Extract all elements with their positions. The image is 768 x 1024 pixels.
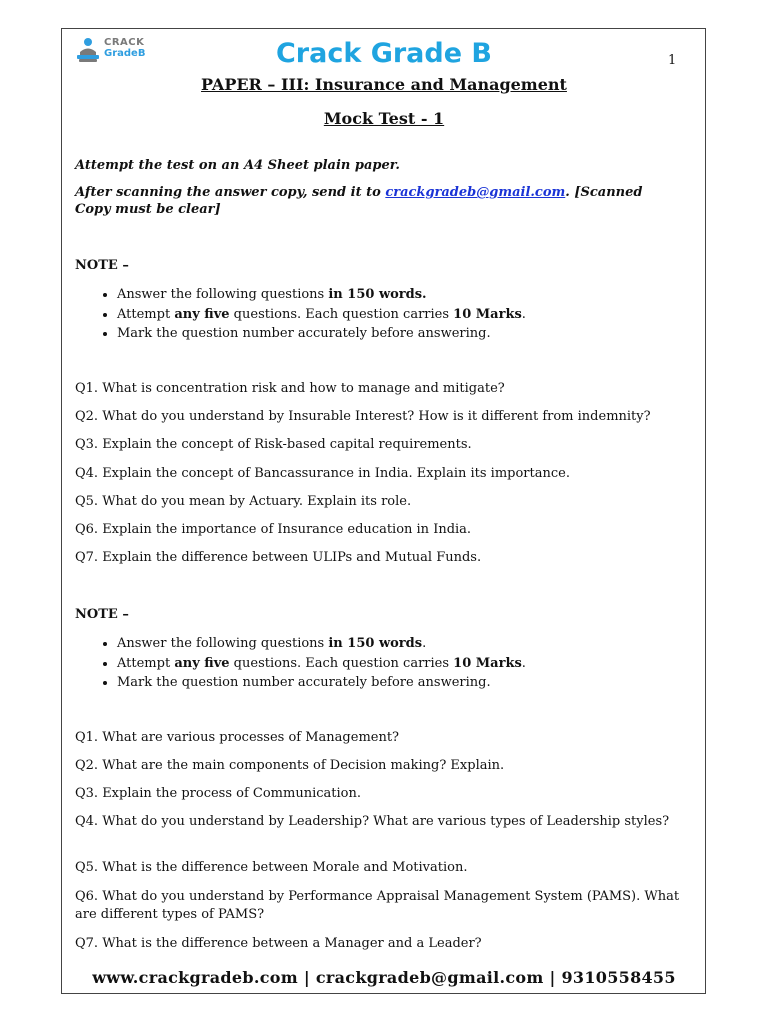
question-s1-q4: Q4. Explain the concept of Bancassurance in India. Explain its importance.	[75, 466, 570, 481]
mock-test-title	[0, 109, 768, 128]
brand-title: Crack Grade B	[275, 38, 493, 69]
note-bullets-1	[75, 285, 717, 344]
instruction-suffix: . [Scanned Copy must be clear]	[75, 185, 643, 217]
question-s1-q3: Q3. Explain the concept of Risk-based capital requirements.	[75, 437, 472, 452]
question-s1-q6: Q6. Explain the importance of Insurance education in India.	[75, 522, 472, 537]
question-s1-q5: Q5. What do you mean by Actuary. Explain its role.	[75, 494, 412, 509]
instruction-line-1: Attempt the test on an A4 Sheet plain paper.	[75, 158, 400, 173]
bullet-item: • Answer the following questions in 150 words.	[117, 634, 717, 654]
paper-title	[0, 75, 768, 94]
note-bullets-2	[75, 634, 717, 693]
bullet-item: • Attempt any five questions. Each question carries 10 Marks.	[117, 305, 717, 325]
question-s1-q2: Q2. What do you understand by Insurable Interest? How is it different from indemnity?	[75, 409, 651, 424]
logo-line2: GradeB	[104, 48, 146, 59]
bullet-item: • Answer the following questions in 150 words.	[117, 285, 717, 305]
bullet-item: • Mark the question number accurately before answering.	[117, 673, 717, 693]
question-s2-q2: Q2. What are the main components of Decision making? Explain.	[75, 758, 505, 773]
question-s2-q1: Q1. What are various processes of Management?	[75, 730, 400, 745]
question-s2-q6: Q6. What do you understand by Performance Appraisal Management System (PAMS). What are different types of PAMS?	[75, 889, 680, 922]
paper-title-text: PAPER – III: Insurance and Management	[201, 75, 567, 94]
logo-line1: CRACK	[104, 37, 145, 48]
instruction-prefix: After scanning the answer copy, send it to	[75, 185, 386, 200]
question-s2-q3: Q3. Explain the process of Communication.	[75, 786, 361, 801]
bullet-item: • Mark the question number accurately before answering.	[117, 324, 717, 344]
question-s2-q4: Q4. What do you understand by Leadership? What are various types of Leadership styles?	[75, 814, 670, 829]
mock-test-title-text: Mock Test - 1	[323, 109, 445, 128]
footer-rule	[61, 993, 706, 994]
question-s1-q7: Q7. Explain the difference between ULIPs and Mutual Funds.	[75, 550, 482, 565]
instruction-line-2	[75, 184, 675, 218]
question-s1-q1: Q1. What is concentration risk and how to manage and mitigate?	[75, 381, 505, 396]
email-link[interactable]: crackgradeb@gmail.com	[385, 185, 566, 200]
question-s2-q5: Q5. What is the difference between Morale and Motivation.	[75, 860, 468, 875]
page-number: 1	[668, 53, 677, 68]
footer-contact: www.crackgradeb.com | crackgradeb@gmail.com | 9310558455	[92, 968, 676, 987]
bullet-item: • Attempt any five questions. Each question carries 10 Marks.	[117, 654, 717, 674]
note-label-2: NOTE –	[75, 607, 129, 622]
note-label-1: NOTE –	[75, 258, 129, 273]
question-s2-q7: Q7. What is the difference between a Manager and a Leader?	[75, 936, 482, 951]
